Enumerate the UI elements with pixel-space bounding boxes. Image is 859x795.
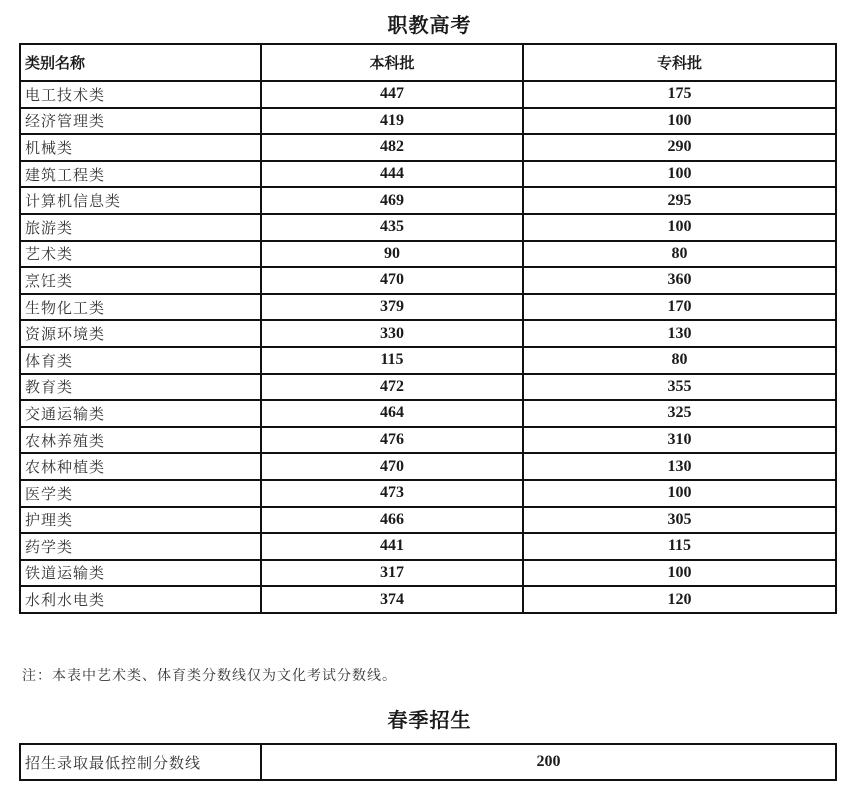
category-cell: 农林种植类 [20,453,261,480]
category-cell: 建筑工程类 [20,161,261,188]
category-cell: 教育类 [20,374,261,401]
header-category: 类别名称 [20,44,261,81]
undergrad-score-cell: 374 [261,586,523,613]
vocational-score-cell: 100 [523,560,836,587]
table-footnote: 注：本表中艺术类、体育类分数线仅为文化考试分数线。 [22,668,397,684]
vocational-score-cell: 175 [523,81,836,108]
table-row [20,744,836,780]
vocational-score-cell: 170 [523,294,836,321]
category-cell: 铁道运输类 [20,560,261,587]
table-row [20,374,836,401]
undergrad-score-cell: 447 [261,81,523,108]
undergrad-score-cell: 90 [261,241,523,268]
undergrad-score-cell: 115 [261,347,523,374]
table-row [20,241,836,268]
table-row [20,320,836,347]
category-cell: 交通运输类 [20,400,261,427]
table-row [20,507,836,534]
table-row [20,400,836,427]
category-cell: 机械类 [20,134,261,161]
header-undergrad: 本科批 [261,44,523,81]
table-row [20,267,836,294]
table-row [20,533,836,560]
vocational-score-cell: 100 [523,214,836,241]
category-cell: 烹饪类 [20,267,261,294]
table-row [20,347,836,374]
category-cell: 医学类 [20,480,261,507]
table-row [20,294,836,321]
vocational-score-cell: 80 [523,347,836,374]
category-cell: 经济管理类 [20,108,261,135]
vocational-score-cell: 100 [523,161,836,188]
table-row [20,214,836,241]
category-cell: 体育类 [20,347,261,374]
table-row [20,108,836,135]
score-table [19,43,837,614]
header-vocational: 专科批 [523,44,836,81]
undergrad-score-cell: 473 [261,480,523,507]
category-cell: 资源环境类 [20,320,261,347]
undergrad-score-cell: 469 [261,187,523,214]
category-cell: 计算机信息类 [20,187,261,214]
category-cell: 艺术类 [20,241,261,268]
undergrad-score-cell: 470 [261,267,523,294]
undergrad-score-cell: 470 [261,453,523,480]
undergrad-score-cell: 466 [261,507,523,534]
vocational-score-cell: 360 [523,267,836,294]
vocational-score-cell: 355 [523,374,836,401]
category-cell: 旅游类 [20,214,261,241]
table-row [20,560,836,587]
spring-score-table [19,743,837,781]
undergrad-score-cell: 441 [261,533,523,560]
table-row [20,480,836,507]
vocational-score-cell: 115 [523,533,836,560]
undergrad-score-cell: 444 [261,161,523,188]
undergrad-score-cell: 464 [261,400,523,427]
undergrad-score-cell: 472 [261,374,523,401]
vocational-score-cell: 305 [523,507,836,534]
main-section-title: 职教高考 [387,13,472,37]
table-row [20,161,836,188]
category-cell: 护理类 [20,507,261,534]
category-cell: 药学类 [20,533,261,560]
undergrad-score-cell: 482 [261,134,523,161]
category-cell: 农林养殖类 [20,427,261,454]
vocational-score-cell: 310 [523,427,836,454]
vocational-score-cell: 100 [523,480,836,507]
spring-value-cell: 200 [261,744,836,780]
undergrad-score-cell: 419 [261,108,523,135]
table-row [20,134,836,161]
table-header-row [20,44,836,81]
vocational-score-cell: 100 [523,108,836,135]
undergrad-score-cell: 317 [261,560,523,587]
vocational-score-cell: 80 [523,241,836,268]
vocational-score-cell: 130 [523,320,836,347]
undergrad-score-cell: 330 [261,320,523,347]
undergrad-score-cell: 435 [261,214,523,241]
vocational-score-cell: 130 [523,453,836,480]
vocational-score-cell: 290 [523,134,836,161]
category-cell: 水利水电类 [20,586,261,613]
table-row [20,586,836,613]
table-row [20,453,836,480]
table-row [20,427,836,454]
undergrad-score-cell: 379 [261,294,523,321]
vocational-score-cell: 120 [523,586,836,613]
table-row [20,187,836,214]
undergrad-score-cell: 476 [261,427,523,454]
spring-section-title: 春季招生 [387,708,472,732]
table-row [20,81,836,108]
vocational-score-cell: 295 [523,187,836,214]
vocational-score-cell: 325 [523,400,836,427]
category-cell: 生物化工类 [20,294,261,321]
spring-label-cell: 招生录取最低控制分数线 [20,744,261,780]
category-cell: 电工技术类 [20,81,261,108]
